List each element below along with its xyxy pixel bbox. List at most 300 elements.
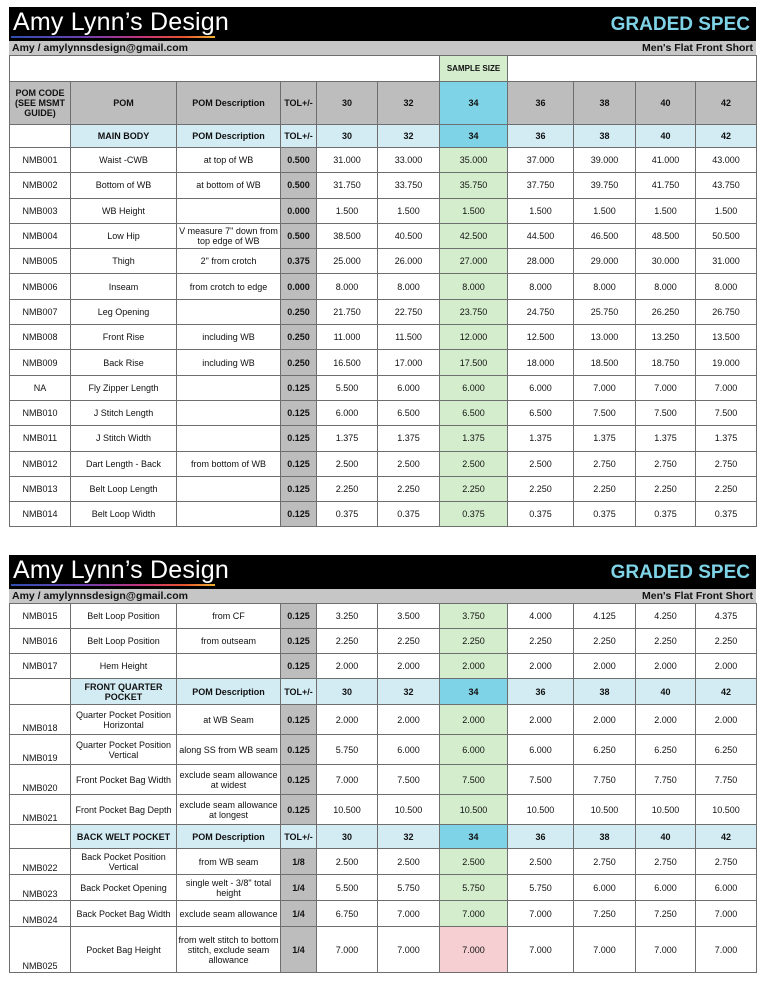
measurement-size-36: 4.000 (508, 604, 574, 629)
contact-info: Amy / amylynnsdesign@gmail.com (12, 590, 188, 602)
measurement-size-36: 7.000 (508, 927, 574, 973)
table-row (10, 901, 757, 927)
measurement-size-38: 39.000 (574, 148, 636, 173)
col-size-34: 34 (440, 82, 508, 125)
pom-cell: Belt Loop Position (71, 604, 177, 629)
tolerance-cell: 0.000 (281, 274, 317, 299)
pom-code-cell: NMB007 (10, 299, 71, 324)
measurement-size-34: 1.500 (440, 198, 508, 223)
measurement-size-40: 10.500 (636, 795, 696, 825)
section-col-size-30: 30 (317, 825, 378, 849)
pom-cell: Bottom of WB (71, 173, 177, 198)
pom-code-cell: NMB019 (10, 735, 71, 765)
pom-cell: Fly Zipper Length (71, 375, 177, 400)
measurement-size-40: 2.250 (636, 476, 696, 501)
table-row (10, 400, 757, 425)
measurement-size-42: 2.000 (696, 705, 757, 735)
tolerance-cell: 0.250 (281, 299, 317, 324)
measurement-size-36: 2.000 (508, 654, 574, 679)
pom-code-cell: NMB001 (10, 148, 71, 173)
pom-cell: Hem Height (71, 654, 177, 679)
measurement-size-42: 7.000 (696, 901, 757, 927)
pom-code-cell: NMB020 (10, 765, 71, 795)
pom-cell: Quarter Pocket Position Horizontal (71, 705, 177, 735)
graded-spec-table-2 (9, 603, 757, 973)
tolerance-cell: 0.125 (281, 502, 317, 527)
brand-logo: Amy Lynn’s Design (13, 8, 229, 36)
table-row (10, 325, 757, 350)
tolerance-cell: 1/4 (281, 901, 317, 927)
measurement-size-36: 28.000 (508, 249, 574, 274)
info-bar (9, 589, 756, 603)
measurement-size-34: 2.250 (440, 476, 508, 501)
measurement-size-38: 2.250 (574, 476, 636, 501)
measurement-size-34: 17.500 (440, 350, 508, 375)
section-col-size-38: 38 (574, 125, 636, 148)
spec-title: GRADED SPEC (610, 14, 750, 35)
table-row (10, 604, 757, 629)
pom-code-cell: NMB024 (10, 901, 71, 927)
table-row (10, 249, 757, 274)
measurement-size-32: 2.000 (378, 654, 440, 679)
tolerance-cell: 0.250 (281, 325, 317, 350)
section-row-main-body (10, 125, 757, 148)
measurement-size-32: 22.750 (378, 299, 440, 324)
measurement-size-34: 5.750 (440, 875, 508, 901)
measurement-size-32: 2.500 (378, 849, 440, 875)
col-pom-code: POM CODE (SEE MSMT GUIDE) (10, 82, 71, 125)
table-row (10, 629, 757, 654)
tolerance-cell: 0.250 (281, 350, 317, 375)
measurement-size-36: 10.500 (508, 795, 574, 825)
pom-description-cell: at top of WB (177, 148, 281, 173)
pom-cell: WB Height (71, 198, 177, 223)
measurement-size-38: 2.250 (574, 629, 636, 654)
pom-cell: Back Pocket Bag Width (71, 901, 177, 927)
pom-description-cell (177, 426, 281, 451)
pom-cell: Leg Opening (71, 299, 177, 324)
measurement-size-30: 21.750 (317, 299, 378, 324)
pom-description-cell: including WB (177, 325, 281, 350)
table-row (10, 735, 757, 765)
product-name: Men's Flat Front Short (642, 42, 753, 54)
pom-cell: J Stitch Width (71, 426, 177, 451)
measurement-size-32: 3.500 (378, 604, 440, 629)
measurement-size-36: 37.750 (508, 173, 574, 198)
section-col-size-36: 36 (508, 825, 574, 849)
measurement-size-36: 6.500 (508, 400, 574, 425)
measurement-size-42: 0.375 (696, 502, 757, 527)
section-col-pom-description: POM Description (177, 679, 281, 705)
tolerance-cell: 0.125 (281, 451, 317, 476)
pom-code-cell: NMB022 (10, 849, 71, 875)
measurement-size-36: 18.000 (508, 350, 574, 375)
tolerance-cell: 1/4 (281, 927, 317, 973)
section-col-size-36: 36 (508, 679, 574, 705)
measurement-size-32: 2.250 (378, 476, 440, 501)
tolerance-cell: 0.125 (281, 400, 317, 425)
pom-description-cell (177, 299, 281, 324)
measurement-size-32: 7.500 (378, 765, 440, 795)
measurement-size-42: 7.750 (696, 765, 757, 795)
section-col-pom-description: POM Description (177, 825, 281, 849)
measurement-size-38: 4.125 (574, 604, 636, 629)
measurement-size-38: 6.000 (574, 875, 636, 901)
measurement-size-30: 5.500 (317, 375, 378, 400)
measurement-size-32: 6.000 (378, 375, 440, 400)
table-row (10, 654, 757, 679)
section-col-size-34: 34 (440, 125, 508, 148)
tolerance-cell: 0.125 (281, 375, 317, 400)
measurement-size-38: 6.250 (574, 735, 636, 765)
tolerance-cell: 0.375 (281, 249, 317, 274)
section-col-size-42: 42 (696, 825, 757, 849)
table-row (10, 426, 757, 451)
tolerance-cell: 1/4 (281, 875, 317, 901)
measurement-size-42: 4.375 (696, 604, 757, 629)
column-header-row (10, 82, 757, 125)
pom-cell: Quarter Pocket Position Vertical (71, 735, 177, 765)
table-row (10, 795, 757, 825)
measurement-size-36: 5.750 (508, 875, 574, 901)
measurement-size-40: 48.500 (636, 223, 696, 248)
pom-description-cell: at bottom of WB (177, 173, 281, 198)
measurement-size-42: 7.500 (696, 400, 757, 425)
section-col-tol: TOL+/- (281, 679, 317, 705)
pom-cell: Dart Length - Back (71, 451, 177, 476)
pom-description-cell: from outseam (177, 629, 281, 654)
pom-cell: Inseam (71, 274, 177, 299)
section-col-size-42: 42 (696, 679, 757, 705)
measurement-size-32: 0.375 (378, 502, 440, 527)
measurement-size-30: 5.750 (317, 735, 378, 765)
pom-code-cell: NMB021 (10, 795, 71, 825)
measurement-size-42: 19.000 (696, 350, 757, 375)
measurement-size-30: 6.000 (317, 400, 378, 425)
measurement-size-30: 31.750 (317, 173, 378, 198)
table-row (10, 875, 757, 901)
measurement-size-36: 2.000 (508, 705, 574, 735)
col-size-42: 42 (696, 82, 757, 125)
measurement-size-38: 1.500 (574, 198, 636, 223)
measurement-size-30: 2.250 (317, 629, 378, 654)
measurement-size-30: 25.000 (317, 249, 378, 274)
measurement-size-42: 2.750 (696, 451, 757, 476)
measurement-size-42: 31.000 (696, 249, 757, 274)
measurement-size-32: 17.000 (378, 350, 440, 375)
pom-code-cell: NMB012 (10, 451, 71, 476)
pom-code-cell: NMB023 (10, 875, 71, 901)
measurement-size-30: 7.000 (317, 927, 378, 973)
measurement-size-30: 11.000 (317, 325, 378, 350)
brand-gradient-line (11, 36, 215, 38)
measurement-size-36: 44.500 (508, 223, 574, 248)
measurement-size-42: 6.250 (696, 735, 757, 765)
banner (9, 7, 756, 41)
measurement-size-42: 1.500 (696, 198, 757, 223)
measurement-size-32: 2.000 (378, 705, 440, 735)
measurement-size-42: 7.000 (696, 375, 757, 400)
brand-logo: Amy Lynn’s Design (13, 556, 229, 584)
measurement-size-40: 30.000 (636, 249, 696, 274)
pom-description-cell: from welt stitch to bottom stitch, exclude seam allowance (177, 927, 281, 973)
pom-cell: Front Pocket Bag Width (71, 765, 177, 795)
measurement-size-38: 7.250 (574, 901, 636, 927)
measurement-size-36: 6.000 (508, 735, 574, 765)
measurement-size-34: 42.500 (440, 223, 508, 248)
measurement-size-30: 16.500 (317, 350, 378, 375)
measurement-size-32: 11.500 (378, 325, 440, 350)
measurement-size-42: 10.500 (696, 795, 757, 825)
tolerance-cell: 1/8 (281, 849, 317, 875)
table-row (10, 765, 757, 795)
tolerance-cell: 0.125 (281, 604, 317, 629)
measurement-size-34: 6.000 (440, 375, 508, 400)
measurement-size-30: 2.000 (317, 654, 378, 679)
sample-size-row (10, 56, 757, 82)
measurement-size-38: 39.750 (574, 173, 636, 198)
pom-cell: Front Pocket Bag Depth (71, 795, 177, 825)
measurement-size-40: 26.250 (636, 299, 696, 324)
measurement-size-34: 2.000 (440, 705, 508, 735)
measurement-size-40: 7.000 (636, 927, 696, 973)
table-row (10, 223, 757, 248)
measurement-size-34: 12.000 (440, 325, 508, 350)
pom-description-cell (177, 375, 281, 400)
pom-code-cell: NMB010 (10, 400, 71, 425)
pom-code-cell: NMB013 (10, 476, 71, 501)
measurement-size-38: 29.000 (574, 249, 636, 274)
measurement-size-34: 2.500 (440, 451, 508, 476)
tolerance-cell: 0.125 (281, 795, 317, 825)
tolerance-cell: 0.125 (281, 629, 317, 654)
measurement-size-32: 5.750 (378, 875, 440, 901)
pom-cell: Thigh (71, 249, 177, 274)
section-row-back-welt-pocket (10, 825, 757, 849)
measurement-size-30: 38.500 (317, 223, 378, 248)
measurement-size-38: 25.750 (574, 299, 636, 324)
measurement-size-34: 6.500 (440, 400, 508, 425)
pom-description-cell: exclude seam allowance at widest (177, 765, 281, 795)
measurement-size-40: 2.750 (636, 849, 696, 875)
measurement-size-40: 1.500 (636, 198, 696, 223)
banner (9, 555, 756, 589)
measurement-size-40: 18.750 (636, 350, 696, 375)
measurement-size-34: 2.000 (440, 654, 508, 679)
section-col-size-36: 36 (508, 125, 574, 148)
measurement-size-42: 2.250 (696, 629, 757, 654)
tolerance-cell: 0.500 (281, 173, 317, 198)
section-title: MAIN BODY (71, 125, 177, 148)
measurement-size-34: 7.000 (440, 901, 508, 927)
measurement-size-38: 7.750 (574, 765, 636, 795)
measurement-size-40: 8.000 (636, 274, 696, 299)
col-pom: POM (71, 82, 177, 125)
measurement-size-38: 7.000 (574, 927, 636, 973)
measurement-size-36: 7.000 (508, 901, 574, 927)
tolerance-cell: 0.125 (281, 426, 317, 451)
measurement-size-40: 41.750 (636, 173, 696, 198)
measurement-size-32: 10.500 (378, 795, 440, 825)
measurement-size-42: 6.000 (696, 875, 757, 901)
section-col-size-40: 40 (636, 679, 696, 705)
measurement-size-36: 2.500 (508, 451, 574, 476)
measurement-size-36: 12.500 (508, 325, 574, 350)
pom-cell: Belt Loop Position (71, 629, 177, 654)
blank-cell (508, 56, 757, 82)
pom-cell: Back Pocket Opening (71, 875, 177, 901)
measurement-size-40: 2.000 (636, 654, 696, 679)
measurement-size-40: 6.250 (636, 735, 696, 765)
measurement-size-30: 2.500 (317, 451, 378, 476)
pom-description-cell: exclude seam allowance (177, 901, 281, 927)
measurement-size-38: 0.375 (574, 502, 636, 527)
measurement-size-30: 1.500 (317, 198, 378, 223)
pom-description-cell (177, 400, 281, 425)
measurement-size-38: 1.375 (574, 426, 636, 451)
pom-code-cell: NMB014 (10, 502, 71, 527)
pom-cell: Belt Loop Length (71, 476, 177, 501)
pom-code-cell: NMB009 (10, 350, 71, 375)
pom-description-cell: including WB (177, 350, 281, 375)
col-size-40: 40 (636, 82, 696, 125)
brand-gradient-line (11, 584, 215, 586)
col-pom-description: POM Description (177, 82, 281, 125)
blank-cell (10, 125, 71, 148)
measurement-size-34: 0.375 (440, 502, 508, 527)
measurement-size-42: 8.000 (696, 274, 757, 299)
table-row (10, 198, 757, 223)
measurement-size-32: 33.750 (378, 173, 440, 198)
section-col-size-34: 34 (440, 679, 508, 705)
measurement-size-34: 7.500 (440, 765, 508, 795)
blank-cell (10, 679, 71, 705)
measurement-size-40: 4.250 (636, 604, 696, 629)
pom-code-cell: NMB003 (10, 198, 71, 223)
pom-code-cell: NMB006 (10, 274, 71, 299)
col-size-32: 32 (378, 82, 440, 125)
graded-spec-table-1 (9, 55, 757, 527)
pom-description-cell: from CF (177, 604, 281, 629)
measurement-size-34: 2.500 (440, 849, 508, 875)
measurement-size-42: 13.500 (696, 325, 757, 350)
section-col-pom-description: POM Description (177, 125, 281, 148)
measurement-size-36: 24.750 (508, 299, 574, 324)
measurement-size-42: 43.000 (696, 148, 757, 173)
measurement-size-34: 7.000 (440, 927, 508, 973)
section-col-size-32: 32 (378, 125, 440, 148)
measurement-size-42: 2.750 (696, 849, 757, 875)
table-row (10, 350, 757, 375)
sample-size-label: SAMPLE SIZE (440, 56, 508, 82)
measurement-size-42: 1.375 (696, 426, 757, 451)
table-row (10, 173, 757, 198)
product-name: Men's Flat Front Short (642, 590, 753, 602)
measurement-size-40: 7.500 (636, 400, 696, 425)
section-title: BACK WELT POCKET (71, 825, 177, 849)
measurement-size-30: 3.250 (317, 604, 378, 629)
measurement-size-34: 8.000 (440, 274, 508, 299)
measurement-size-36: 1.500 (508, 198, 574, 223)
measurement-size-36: 6.000 (508, 375, 574, 400)
measurement-size-30: 31.000 (317, 148, 378, 173)
contact-info: Amy / amylynnsdesign@gmail.com (12, 42, 188, 54)
col-size-38: 38 (574, 82, 636, 125)
table-row (10, 274, 757, 299)
tolerance-cell: 0.500 (281, 148, 317, 173)
measurement-size-42: 2.250 (696, 476, 757, 501)
table-row (10, 451, 757, 476)
section-row-front-quarter-pocket (10, 679, 757, 705)
tolerance-cell: 0.125 (281, 735, 317, 765)
measurement-size-30: 2.000 (317, 705, 378, 735)
measurement-size-34: 3.750 (440, 604, 508, 629)
pom-description-cell: 2" from crotch (177, 249, 281, 274)
measurement-size-34: 23.750 (440, 299, 508, 324)
measurement-size-42: 50.500 (696, 223, 757, 248)
measurement-size-40: 6.000 (636, 875, 696, 901)
measurement-size-38: 2.750 (574, 849, 636, 875)
col-tol: TOL+/- (281, 82, 317, 125)
measurement-size-30: 10.500 (317, 795, 378, 825)
pom-code-cell: NMB004 (10, 223, 71, 248)
measurement-size-34: 35.750 (440, 173, 508, 198)
measurement-size-38: 46.500 (574, 223, 636, 248)
measurement-size-30: 0.375 (317, 502, 378, 527)
measurement-size-36: 1.375 (508, 426, 574, 451)
spec-sheet-page-2 (9, 555, 756, 973)
measurement-size-30: 2.500 (317, 849, 378, 875)
measurement-size-30: 7.000 (317, 765, 378, 795)
measurement-size-34: 6.000 (440, 735, 508, 765)
spec-title: GRADED SPEC (610, 562, 750, 583)
pom-description-cell: along SS from WB seam (177, 735, 281, 765)
measurement-size-36: 0.375 (508, 502, 574, 527)
pom-code-cell: NMB015 (10, 604, 71, 629)
measurement-size-38: 7.500 (574, 400, 636, 425)
measurement-size-38: 8.000 (574, 274, 636, 299)
measurement-size-40: 41.000 (636, 148, 696, 173)
pom-cell: J Stitch Length (71, 400, 177, 425)
measurement-size-32: 1.375 (378, 426, 440, 451)
pom-cell: Back Pocket Position Vertical (71, 849, 177, 875)
table-row (10, 502, 757, 527)
measurement-size-38: 2.000 (574, 654, 636, 679)
table-row (10, 849, 757, 875)
measurement-size-32: 6.000 (378, 735, 440, 765)
measurement-size-32: 7.000 (378, 927, 440, 973)
measurement-size-32: 8.000 (378, 274, 440, 299)
measurement-size-36: 2.500 (508, 849, 574, 875)
measurement-size-32: 2.250 (378, 629, 440, 654)
pom-description-cell (177, 476, 281, 501)
table-row (10, 299, 757, 324)
measurement-size-40: 13.250 (636, 325, 696, 350)
measurement-size-32: 2.500 (378, 451, 440, 476)
pom-cell: Belt Loop Width (71, 502, 177, 527)
table-row (10, 476, 757, 501)
blank-cell (10, 56, 440, 82)
measurement-size-36: 2.250 (508, 629, 574, 654)
pom-code-cell: NMB017 (10, 654, 71, 679)
measurement-size-40: 7.000 (636, 375, 696, 400)
measurement-size-42: 7.000 (696, 927, 757, 973)
section-col-size-40: 40 (636, 125, 696, 148)
measurement-size-40: 7.750 (636, 765, 696, 795)
measurement-size-30: 8.000 (317, 274, 378, 299)
measurement-size-40: 0.375 (636, 502, 696, 527)
measurement-size-32: 26.000 (378, 249, 440, 274)
